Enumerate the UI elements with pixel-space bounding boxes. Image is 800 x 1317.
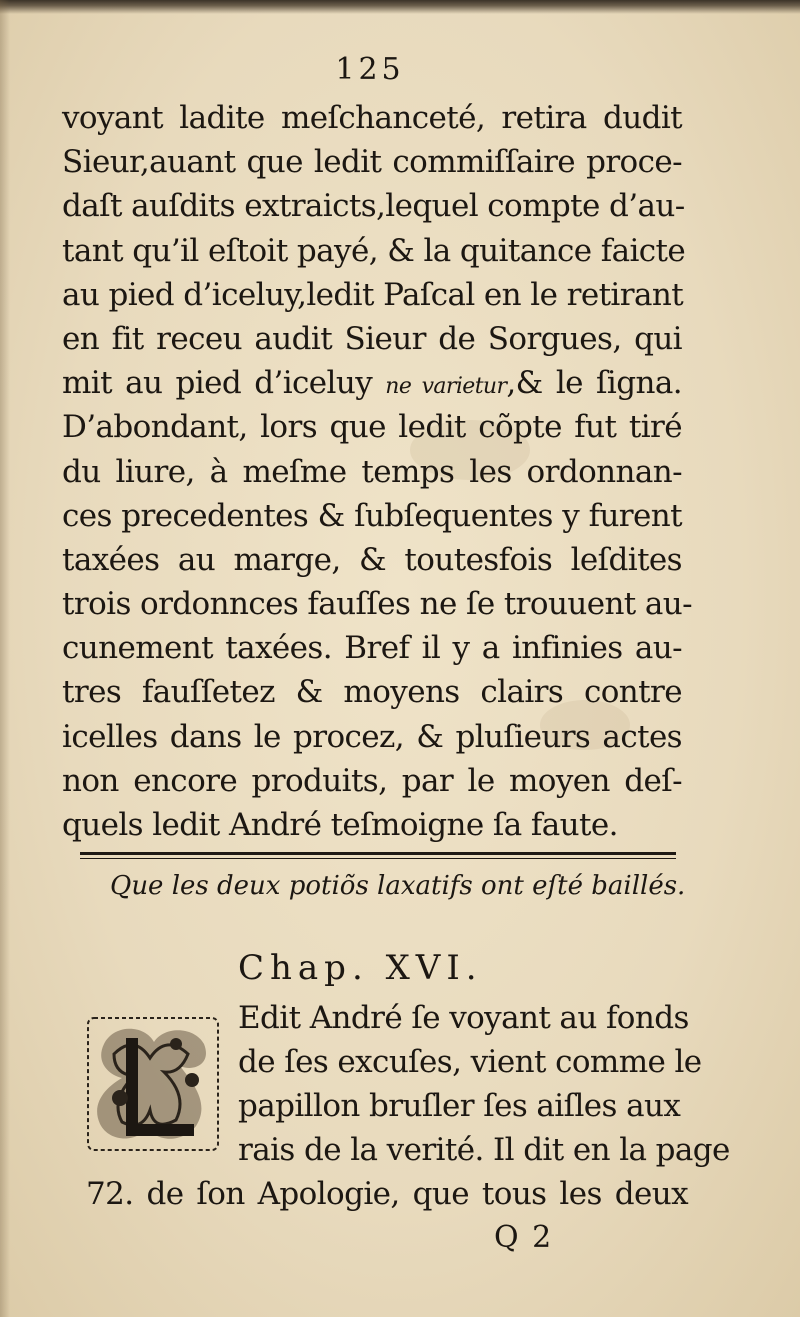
text-line: non encore produits, par le moyen deſ- xyxy=(62,762,682,799)
body-text xyxy=(62,96,693,847)
page-top-edge xyxy=(0,0,800,14)
section-rule-thin xyxy=(80,858,676,859)
text-line: trois ordonnces fauſſes ne ſe trouuent au- xyxy=(62,586,693,623)
text-line xyxy=(62,361,682,405)
text-line: D’abondant, lors que ledit cõpte fut tiré xyxy=(62,409,682,446)
page-gutter-shadow xyxy=(0,0,10,1317)
italic-phrase: ne varietur xyxy=(385,374,507,400)
text-line: quels ledit André teſmoigne ſa faute. xyxy=(62,807,618,843)
page-number: 125 xyxy=(335,52,405,87)
text-line: daſt auſdits extraicts,lequel compte d’au- xyxy=(62,188,685,225)
text-line: icelles dans le procez, & pluſieurs actes xyxy=(62,718,682,755)
text-line: Edit André ſe voyant au fonds xyxy=(238,1000,689,1036)
text-line: Sieur,auant que ledit commiſſaire proce- xyxy=(62,144,682,181)
text-line: tant qu’il eſtoit payé, & la quitance faicte xyxy=(62,232,686,269)
signature-mark: Q 2 xyxy=(494,1220,554,1255)
text-line: taxées au marge, & toutesfois leſdites xyxy=(62,541,682,578)
chapter-heading: Chap. XVI. xyxy=(238,948,483,988)
text-line: en fit receu audit Sieur de Sorgues, qui xyxy=(62,320,682,357)
text-line: voyant ladite meſchanceté, retira dudit xyxy=(62,100,682,136)
text-segment: mit au pied d’iceluy xyxy=(62,365,373,402)
text-line: ces precedentes & ſubſequentes y furent xyxy=(62,497,682,534)
text-line: du liure, à meſme temps les ordonnan- xyxy=(62,453,682,490)
text-line: au pied d’iceluy,ledit Paſcal en le retirant xyxy=(62,276,684,313)
text-line: de ſes excuſes, vient comme le xyxy=(238,1044,702,1080)
text-line: rais de la verité. Il dit en la page xyxy=(238,1132,730,1168)
chapter-subtitle: Que les deux potiõs laxatifs ont eſté baillés. xyxy=(110,871,686,901)
text-line: 72. de ſon Apologie, que tous les deux xyxy=(86,1176,688,1212)
section-rule xyxy=(80,852,676,855)
text-line: papillon bruſler ſes aiſles aux xyxy=(238,1088,681,1124)
ornamental-initial-l-icon xyxy=(84,1014,222,1154)
text-segment: ,& le ſigna. xyxy=(506,365,682,402)
text-line: tres fauſſetez & moyens clairs contre xyxy=(62,674,682,711)
text-line: cunement taxées. Bref il y a infinies au- xyxy=(62,630,682,667)
